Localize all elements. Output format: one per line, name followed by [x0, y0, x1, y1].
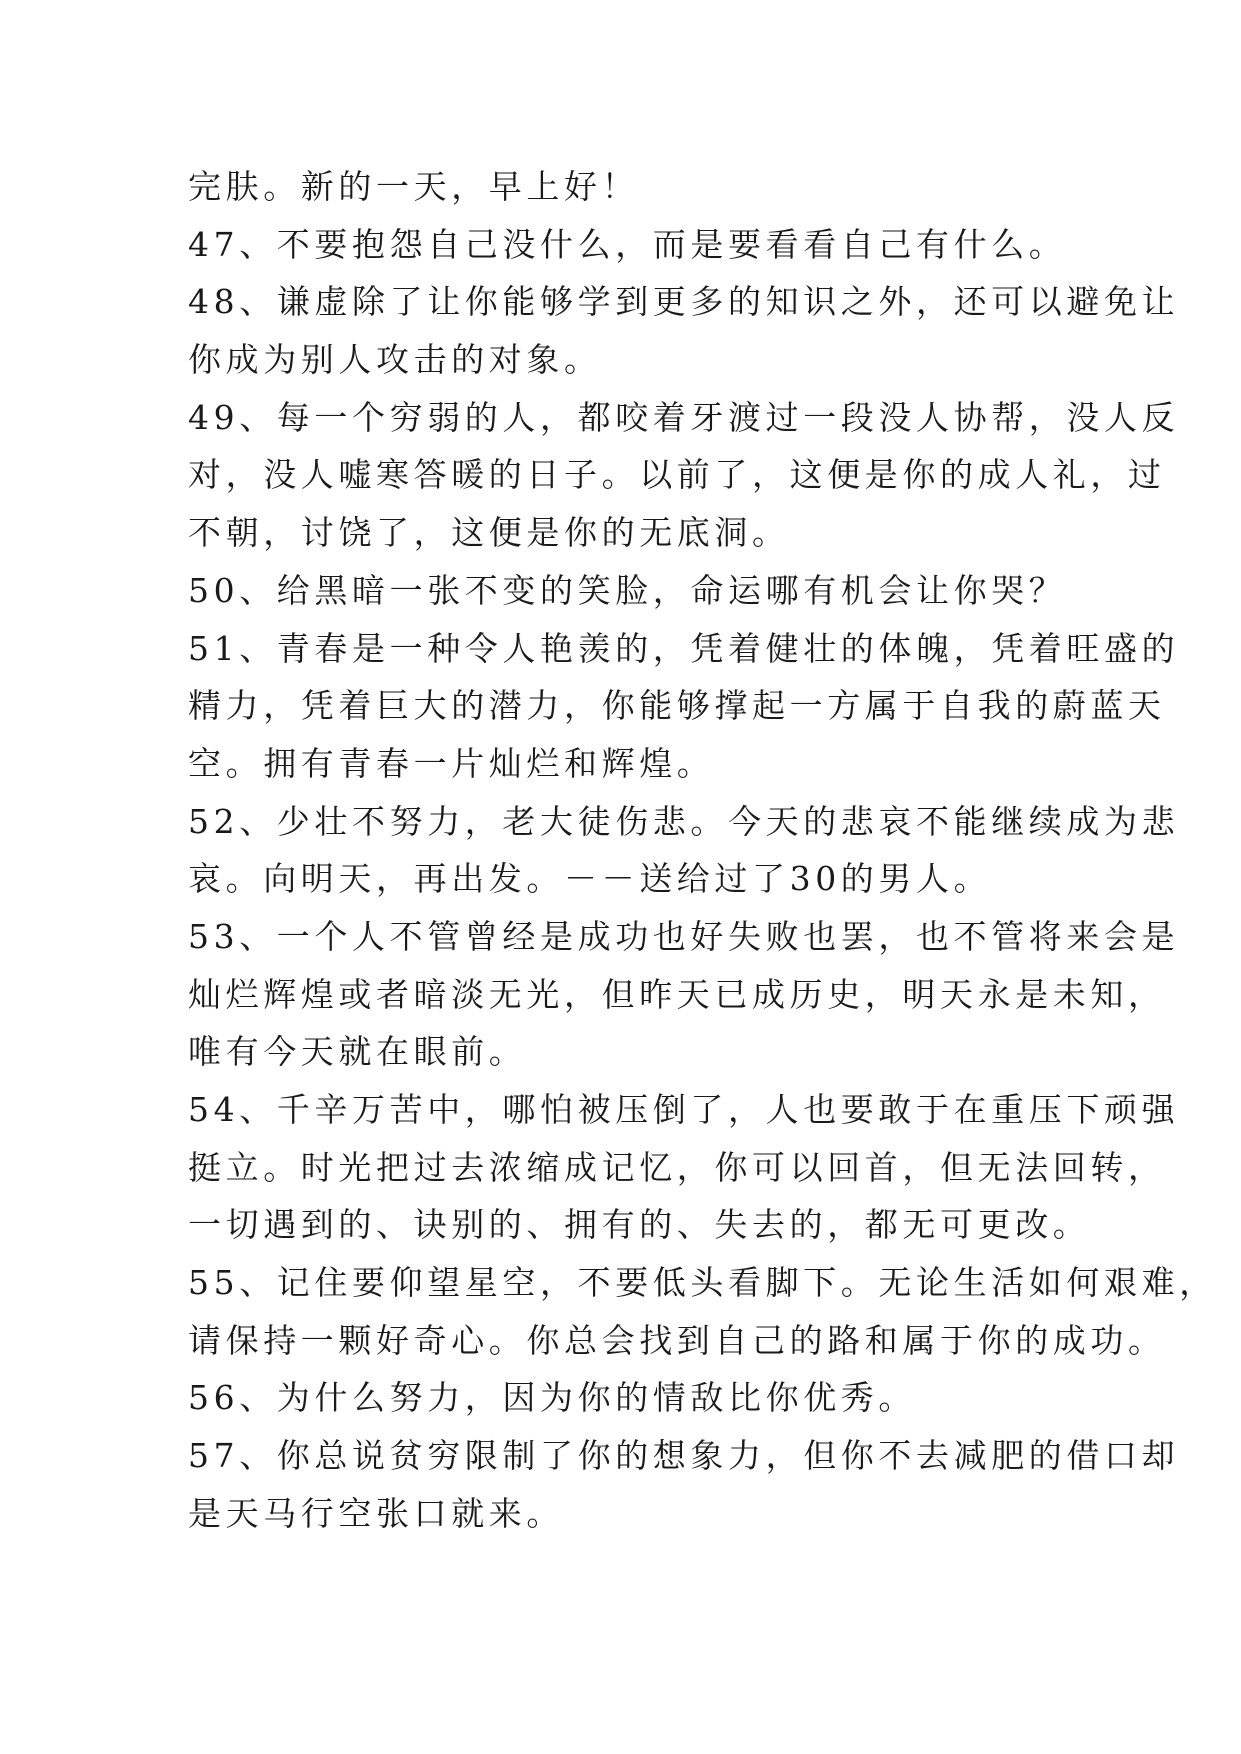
text-line: 一切遇到的、诀别的、拥有的、失去的，都无可更改。	[188, 1205, 1091, 1245]
text-line: 55、记住要仰望星空，不要低头看脚下。无论生活如何艰难，	[188, 1263, 1217, 1303]
text-line: 49、每一个穷弱的人，都咬着牙渡过一段没人协帮，没人反	[188, 397, 1180, 437]
text-line: 唯有今天就在眼前。	[188, 1032, 527, 1072]
text-line: 54、千辛万苦中，哪怕被压倒了，人也要敢于在重压下顽强	[188, 1090, 1180, 1129]
text-line: 你成为别人攻击的对象。	[188, 340, 602, 380]
text-line: 不朝，讨饶了，这便是你的无底洞。	[188, 513, 790, 553]
text-line: 47、不要抱怨自己没什么，而是要看看自己有什么。	[188, 224, 1067, 264]
text-line: 50、给黑暗一张不变的笑脸，命运哪有机会让你哭？	[188, 570, 1067, 610]
document-body	[188, 158, 1217, 1543]
text-line: 48、谦虚除了让你能够学到更多的知识之外，还可以避免让	[188, 282, 1180, 322]
text-line: 57、你总说贫穷限制了你的想象力，但你不去减肥的借口却	[188, 1436, 1180, 1476]
text-line: 挺立。时光把过去浓缩成记忆，你可以回首，但无法回转，	[188, 1147, 1166, 1187]
text-line: 完肤。新的一天，早上好！	[188, 167, 640, 206]
text-line: 哀。向明天，再出发。－－送给过了30的男人。	[188, 859, 992, 899]
text-line: 请保持一颗好奇心。你总会找到自己的路和属于你的成功。	[188, 1320, 1166, 1360]
text-line: 是天马行空张口就来。	[188, 1493, 564, 1533]
text-line: 空。拥有青春一片灿烂和辉煌。	[188, 743, 715, 783]
text-line: 51、青春是一种令人艳羡的，凭着健壮的体魄，凭着旺盛的	[188, 628, 1180, 668]
text-line: 精力，凭着巨大的潜力，你能够撑起一方属于自我的蔚蓝天	[188, 686, 1166, 726]
text-line: 灿烂辉煌或者暗淡无光，但昨天已成历史，明天永是未知，	[188, 974, 1166, 1014]
text-line: 对，没人嘘寒答暖的日子。以前了，这便是你的成人礼，过	[188, 455, 1166, 495]
text-line: 52、少壮不努力，老大徒伤悲。今天的悲哀不能继续成为悲	[188, 801, 1180, 841]
text-line: 53、一个人不管曾经是成功也好失败也罢，也不管将来会是	[188, 916, 1180, 956]
text-line: 56、为什么努力，因为你的情敌比你优秀。	[188, 1378, 916, 1418]
